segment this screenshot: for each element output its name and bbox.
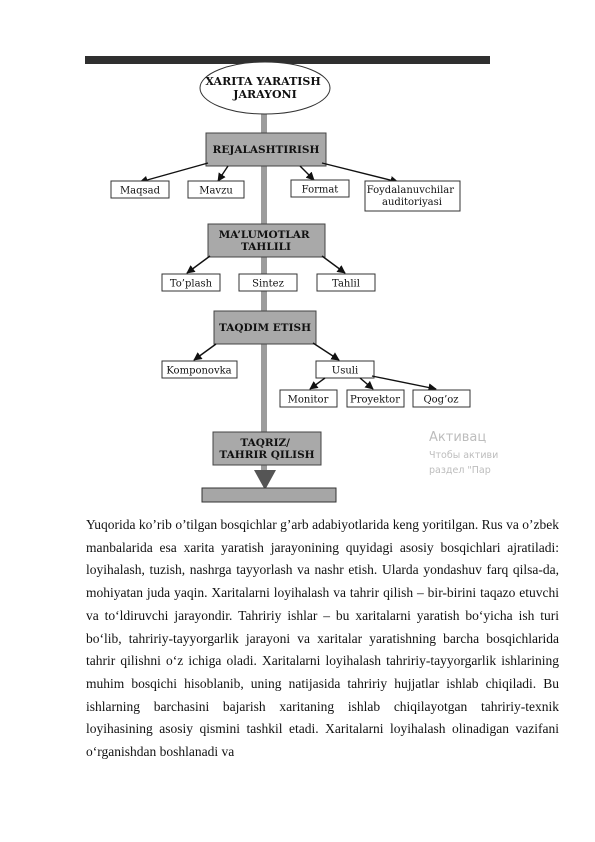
arrow-to-mavzu [218, 166, 228, 181]
stage-malumotlar-line-1: MA’LUMOTLAR [218, 229, 310, 241]
stage-taqriz-line-1: TAQRIZ/ [240, 437, 291, 449]
box-maqsad-label: Maqsad [119, 185, 161, 197]
arrow-to-monitor [310, 378, 325, 389]
arrow-to-tahlil [322, 256, 345, 273]
watermark-line-2: Чтобы активи [429, 450, 499, 461]
stage-rejalashtirish-label: REJALASHTIRISH [212, 144, 320, 156]
stage-taqdim-label: TAQDIM ETISH [218, 322, 312, 334]
box-usuli-label: Usuli [331, 365, 359, 377]
box-auditoriya-line-2: auditoriyasi [382, 197, 442, 208]
box-monitor-label: Monitor [287, 394, 329, 406]
arrow-to-format [300, 166, 314, 180]
stage-malumotlar-line-2: TAHLILI [241, 241, 291, 253]
box-komponovka-label: Komponovka [166, 365, 232, 377]
arrow-to-toplash [187, 256, 210, 273]
watermark-line-3: раздел "Пар [429, 465, 491, 476]
arrow-to-auditoriya [322, 163, 398, 182]
arrow-to-qogoz [372, 376, 436, 389]
top-bar [85, 56, 490, 64]
top-node-line-1: XARITA YARATISH [205, 75, 321, 88]
arrow-to-usuli [313, 343, 339, 360]
box-auditoriya-line-1: Foydalanuvchilar [366, 185, 455, 196]
activation-watermark [429, 428, 499, 478]
body-paragraph: Yuqorida ko’rib o’tilgan bosqichlar g’arb adabiyotlarida keng yoritilgan. Rus va o’zbek manbalarida esa xarita yaratish jarayonining quyidagi asosiy bosqichlari ajratiladi: loyihalash, tuzish, nashrga tayyorlash va nashr etish. Ularda yondashuv farq qilsa-da, mohiyatan juda yaqin. Xaritalarni loyihalash va tahrir qilish – bir-birini taqazo etuvchi va to‘ldiruvchi jarayondir. Tahririy ishlar – bu xaritalarni yaratish bo‘yicha ish turi bo‘lib, tahririy-tayyorgarlik jarayoni va xaritalar yaratishning barcha bosqichlarida tahrir qilishni o‘z ichiga oladi. Xaritalarni loyihalash tahririy-tayyorgarlik ishlarining muhim bosqichi hisoblanib, uning natijasida tahririy hujjatlar ishlab chiqiladi. Bu ishlarning barchasini bajarish xaritaning ishlab chiqilayotgan tahririy-texnik loyihasining asosiy qismini tashkil etadi. Xaritalarni loyihalash olinadigan vazifani o‘rganishdan boshlanadi va [86, 517, 559, 760]
box-toplash-label: To’plash [169, 278, 213, 290]
box-tahlil-label: Tahlil [332, 278, 360, 290]
arrow-to-proyektor [360, 378, 373, 389]
next-stage-box [202, 488, 336, 502]
box-format-label: Format [301, 184, 339, 196]
stage-taqriz-line-2: TAHRIR QILISH [219, 449, 315, 461]
box-proyektor-label: Proyektor [350, 394, 400, 406]
arrow-to-komponovka [194, 344, 216, 360]
box-sintez-label: Sintez [252, 278, 284, 290]
watermark-line-1: Активац [429, 430, 487, 445]
box-qogoz-label: Qog’oz [423, 394, 459, 406]
box-mavzu-label: Mavzu [199, 185, 233, 197]
arrow-to-maqsad [140, 163, 208, 182]
top-node-line-2: JARAYONI [233, 88, 297, 101]
trunk-arrow-head [254, 470, 276, 490]
